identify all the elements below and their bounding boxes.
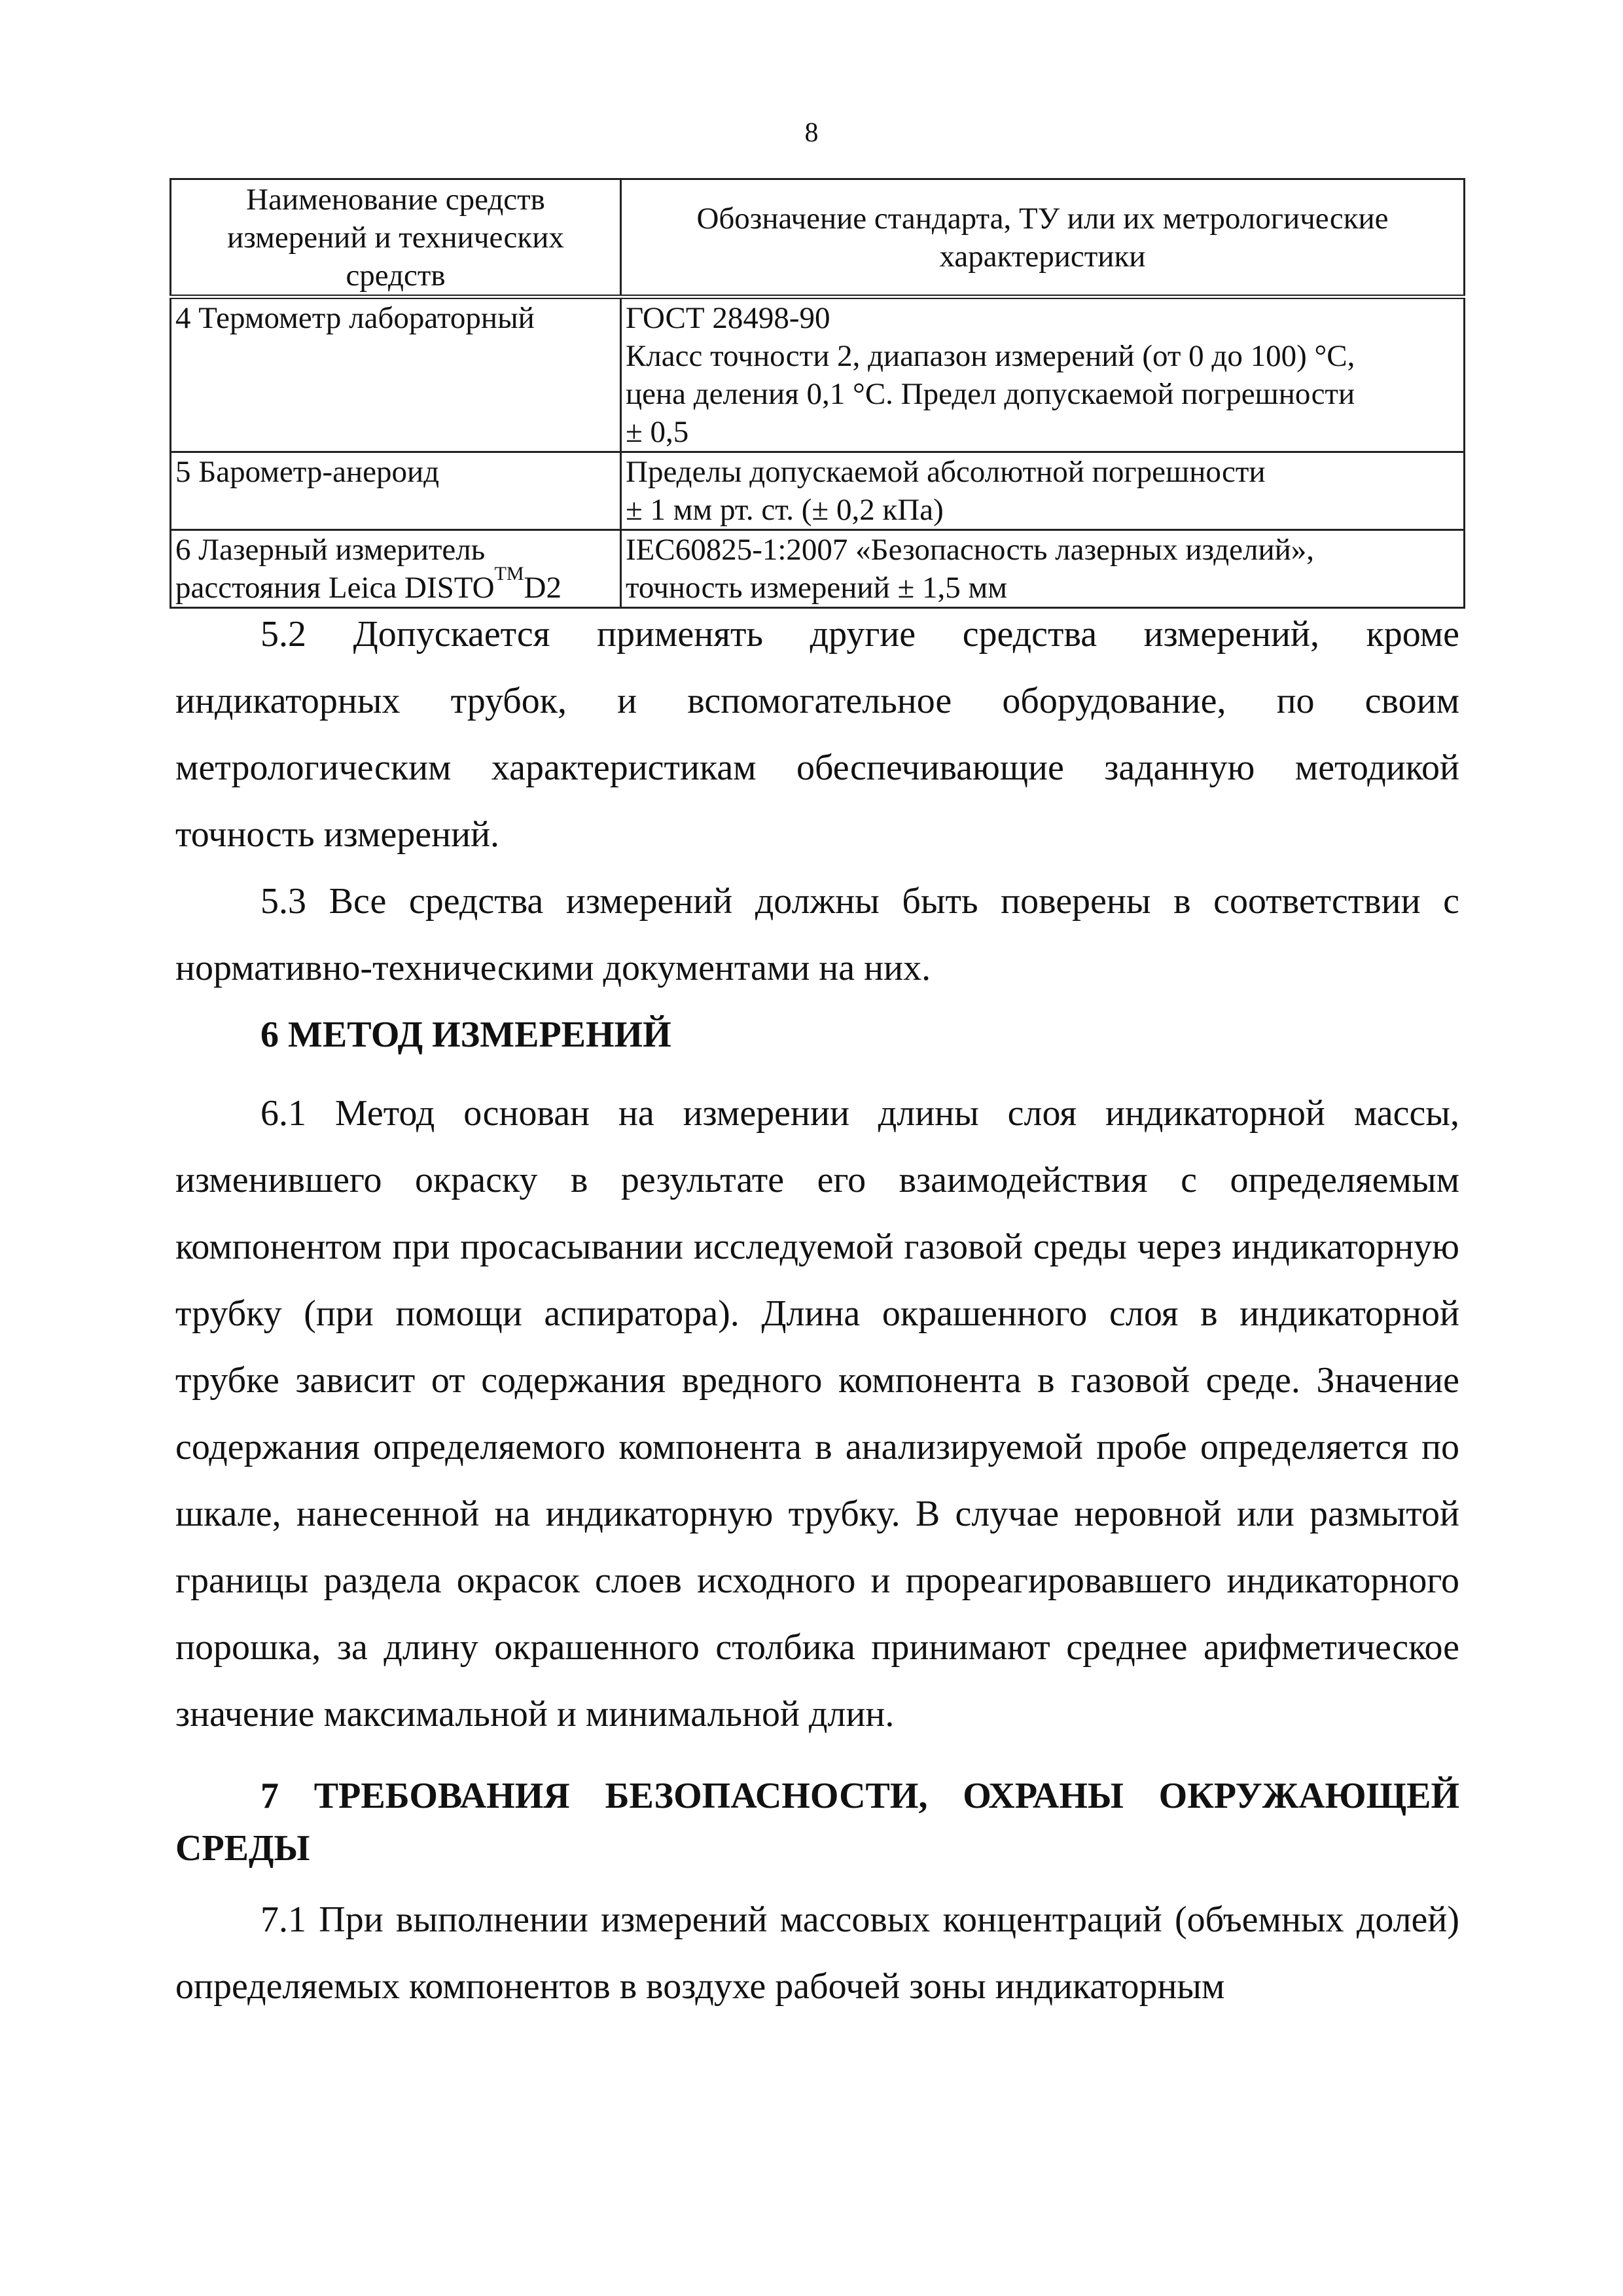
table-header-spec: Обозначение стандарта, ТУ или их метрологические характеристики [621, 179, 1465, 297]
equipment-table [169, 178, 1465, 609]
document-body [175, 601, 1459, 2020]
section-heading-6: 6 МЕТОД ИЗМЕРЕНИЙ [260, 1014, 671, 1055]
paragraph-6-1: 6.1 Метод основан на измерении длины слоя индикаторной массы, изменившего окраску в результате его взаимодействия с определяемым компонентом при просасывании исследуемой газовой среды через индикаторную трубку (при помощи аспиратора). Длина окрашенного слоя в индикаторной трубке зависит от содержания вредного компонента в газовой среде. Значение содержания определяемого компонента в анализируемой пробе определяется по шкале, нанесенной на индикаторную трубку. В случае неровной или размытой границы раздела окрасок слоев исходного и прореагировавшего индикаторного порошка, за длину окрашенного столбика принимают среднее арифметическое значение максимальной и минимальной длин. [175, 1093, 1459, 1734]
trademark-superscript: TM [494, 563, 524, 584]
table-cell-name: 5 Барометр-анероид [171, 452, 621, 530]
table-cell-spec: IEC60825-1:2007 «Безопасность лазерных изделий», точность измерений ± 1,5 мм [621, 530, 1465, 608]
table-cell-name: 4 Термометр лабораторный [171, 297, 621, 452]
table-header-row [171, 179, 1465, 297]
table-row [171, 452, 1465, 530]
table-cell-spec: ГОСТ 28498-90 Класс точности 2, диапазон измерений (от 0 до 100) °С, цена деления 0,1 °С. Предел допускаемой погрешности ± 0,5 [621, 297, 1465, 452]
device-model-line: расстояния Leica DISTO™D2 [175, 563, 562, 605]
table-row [171, 297, 1465, 452]
paragraph-7-1: 7.1 При выполнении измерений массовых концентраций (объемных долей) определяемых компонентов в воздухе рабочей зоны индикаторным [175, 1899, 1459, 2007]
table-cell-name: 6 Лазерный измеритель расстояния Leica DISTO™D2 [171, 530, 621, 608]
paragraph-5-3: 5.3 Все средства измерений должны быть поверены в соответствии с нормативно-техническими документами на них. [175, 881, 1459, 988]
table-cell-spec: Пределы допускаемой абсолютной погрешности ± 1 мм рт. ст. (± 0,2 кПа) [621, 452, 1465, 530]
section-heading-7: 7 ТРЕБОВАНИЯ БЕЗОПАСНОСТИ, ОХРАНЫ ОКРУЖАЮЩЕЙ СРЕДЫ [175, 1776, 1459, 1869]
page-number: 8 [804, 118, 819, 148]
table-row [171, 530, 1465, 608]
paragraph-5-2: 5.2 Допускается применять другие средства измерений, кроме индикаторных трубок, и вспомогательное оборудование, по своим метрологическим характеристикам обеспечивающие заданную методикой точность измерений. [175, 614, 1459, 855]
table-header-name: Наименование средств измерений и технических средств [171, 179, 621, 297]
